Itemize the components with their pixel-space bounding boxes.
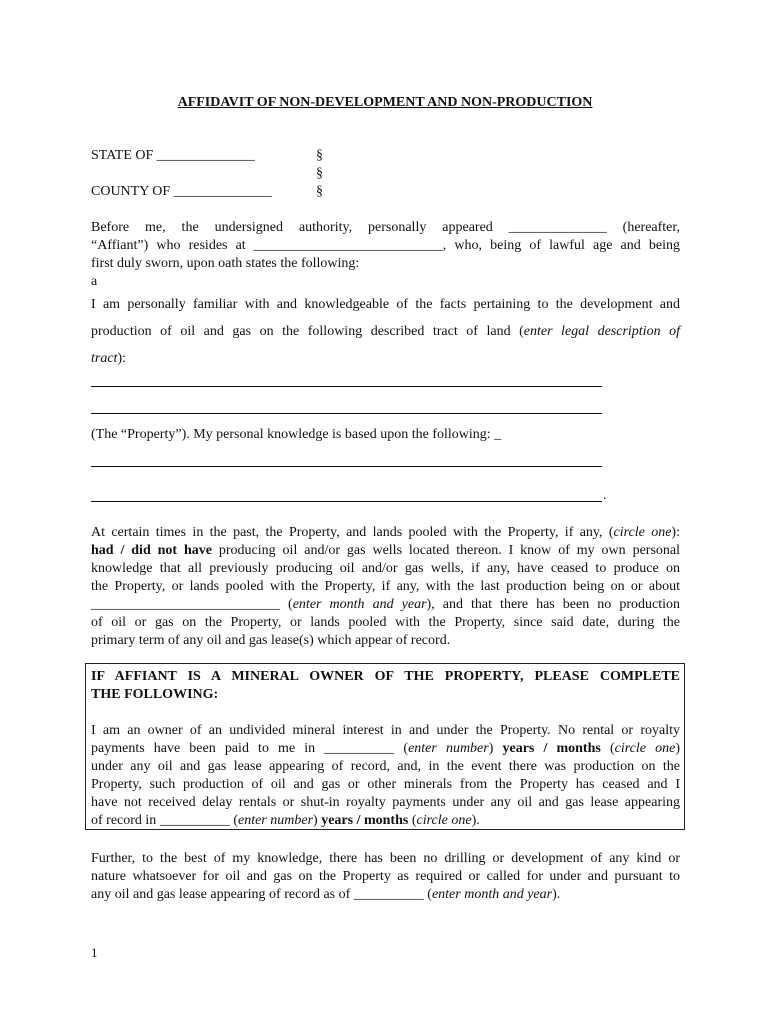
- mineral-line-4: Property, such production of oil and gas or other minerals from the Property has ceased and I: [91, 777, 680, 792]
- mineral-line-5: have not received delay rentals or shut-in royalty payments under any oil and gas lease appearing: [91, 795, 680, 810]
- legal-description-line[interactable]: [91, 386, 602, 387]
- development-paragraph: [91, 850, 680, 904]
- legal-description-line[interactable]: [91, 413, 602, 414]
- mineral-owner-heading-1: IF AFFIANT IS A MINERAL OWNER OF THE PROPERTY, PLEASE COMPLETE: [91, 669, 680, 684]
- production-line-3: knowledge that all previously producing oil and/or gas wells, if any, have ceased to produce on: [91, 561, 680, 576]
- section-mark: §: [316, 184, 323, 199]
- period-mark: .: [603, 488, 607, 503]
- knowledge-line-2: production of oil and gas on the following described tract of land (enter legal description of: [91, 324, 680, 339]
- mineral-line-2: payments have been paid to me in __________ (enter number) years / months (circle one): [91, 741, 680, 756]
- section-mark: §: [316, 148, 323, 163]
- mineral-owner-paragraph: [91, 722, 680, 830]
- production-line-2: had / did not have producing oil and/or gas wells located thereon. I know of my own personal: [91, 543, 680, 558]
- intro-line-2: “Affiant”) who resides at ___________________________, who, being of lawful age and being: [91, 238, 680, 253]
- intro-paragraph: [91, 219, 680, 291]
- intro-line-3: first duly sworn, upon oath states the following:: [91, 256, 360, 271]
- production-paragraph: [91, 524, 680, 650]
- production-line-7: primary term of any oil and gas lease(s) which appear of record.: [91, 633, 451, 648]
- development-line-1: Further, to the best of my knowledge, there has been no drilling or development of any kind or: [91, 851, 680, 866]
- section-mark: §: [316, 166, 323, 181]
- document-title: AFFIDAVIT OF NON-DEVELOPMENT AND NON-PRODUCTION: [177, 95, 593, 110]
- knowledge-line-1: I am personally familiar with and knowledgeable of the facts pertaining to the development and: [91, 297, 680, 312]
- intro-line-1: Before me, the undersigned authority, personally appeared ______________ (hereafter,: [91, 220, 680, 235]
- development-line-3: any oil and gas lease appearing of record as of __________ (enter month and year).: [91, 887, 561, 902]
- knowledge-paragraph: [91, 291, 680, 372]
- county-line: COUNTY OF ______________: [91, 184, 272, 199]
- production-line-5: ___________________________ (enter month and year), and that there has been no production: [91, 597, 680, 612]
- property-line: (The “Property”). My personal knowledge is based upon the following: _: [91, 427, 502, 442]
- mineral-owner-heading-2: THE FOLLOWING:: [91, 687, 219, 702]
- knowledge-basis-line[interactable]: [91, 466, 602, 467]
- mineral-line-3: under any oil and gas lease appearing of record, and, in the event there was production on the: [91, 759, 680, 774]
- page-number: 1: [91, 945, 98, 960]
- intro-marker: a: [91, 274, 98, 289]
- state-line: STATE OF ______________: [91, 148, 255, 163]
- mineral-line-6: of record in __________ (enter number) years / months (circle one).: [91, 813, 480, 828]
- production-line-6: of oil or gas on the Property, or lands pooled with the Property, since said date, during the: [91, 615, 680, 630]
- development-line-2: nature whatsoever for oil and gas on the Property as required or called for under and pursuant to: [91, 869, 680, 884]
- mineral-line-1: I am an owner of an undivided mineral interest in and under the Property. No rental or royalty: [91, 723, 680, 738]
- knowledge-line-3: tract):: [91, 351, 127, 366]
- production-line-4: the Property, or lands pooled with the Property, if any, with the last production being on or about: [91, 579, 680, 594]
- production-line-1: At certain times in the past, the Property, and lands pooled with the Property, if any, (circle one):: [91, 525, 680, 540]
- knowledge-basis-line[interactable]: [91, 501, 602, 502]
- mineral-owner-heading: [91, 668, 680, 704]
